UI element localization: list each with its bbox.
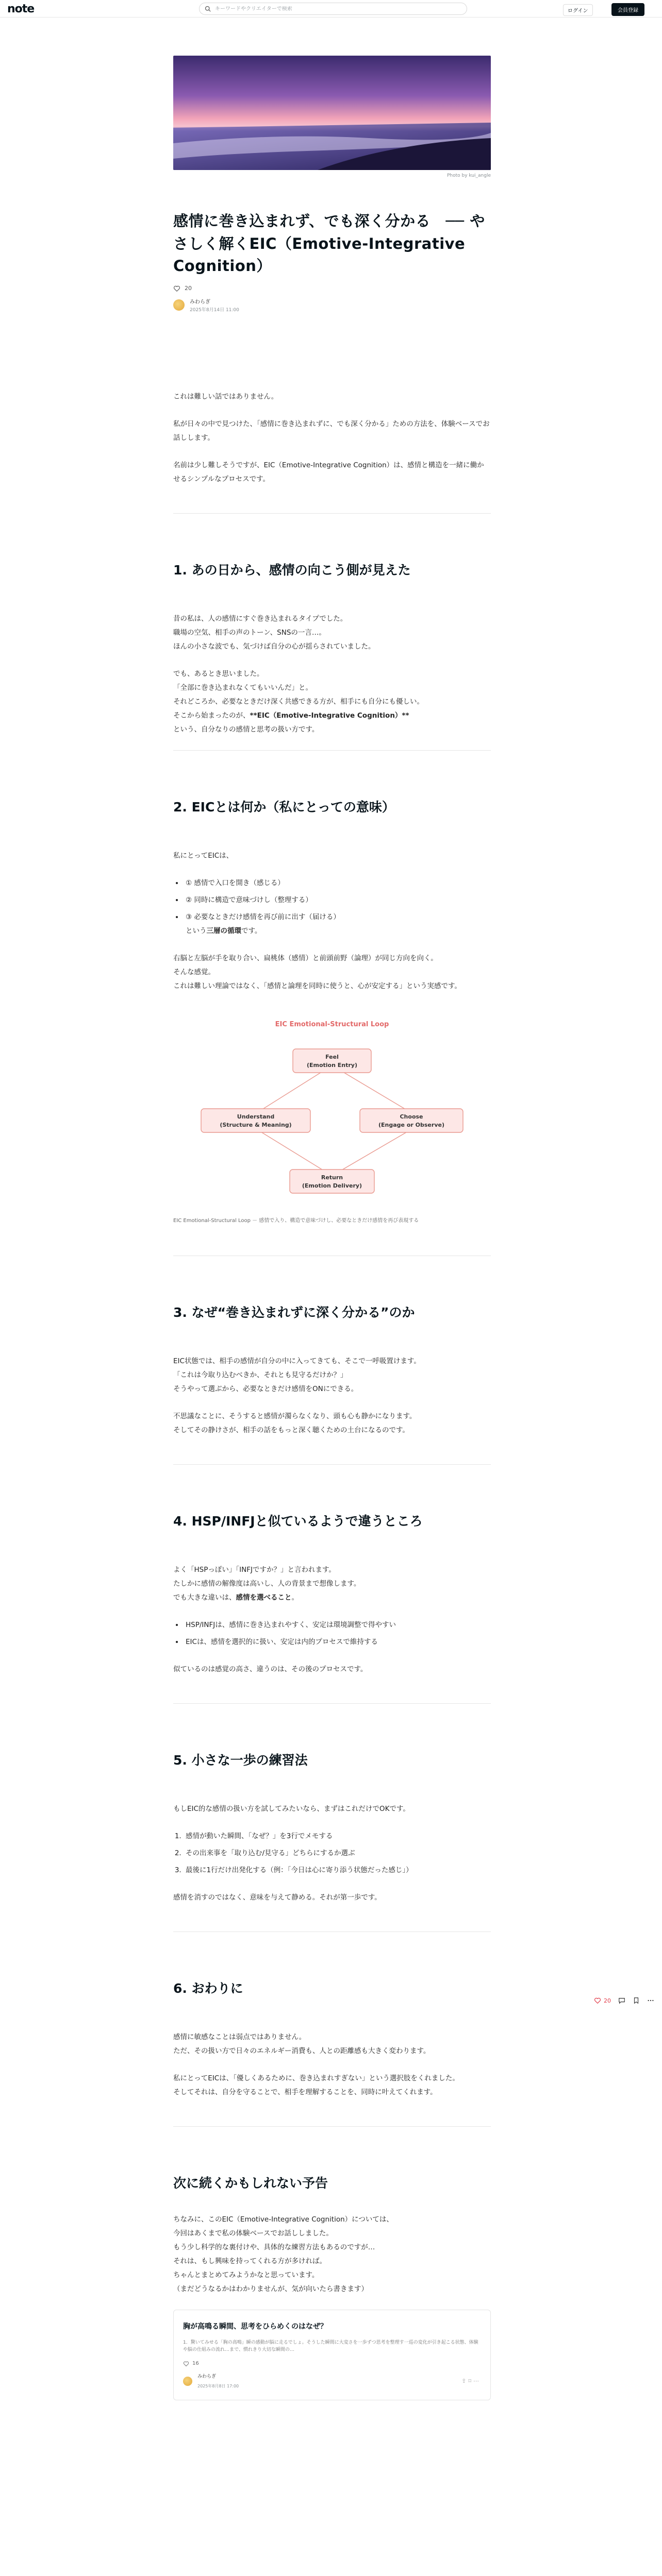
node-understand-label: Understand: [237, 1113, 275, 1120]
text: でも、あるとき思いました。 「全部に巻き込まれなくてもいいんだ」と。 それどころか、必要なときだけ深く共感できる方が、相手にも自分にも優しい。 そこから始まったのが、: [173, 669, 424, 720]
text: よく「HSPっぽい」「INFJですか？」と言われます。 たしかに感情の解像度は高いし、人の背景まで想像します。 でも大きな違いは、: [173, 1565, 361, 1602]
search-input[interactable]: [215, 6, 452, 12]
note-logo[interactable]: note: [7, 3, 35, 15]
heart-icon: [594, 1997, 601, 2004]
divider: [173, 2126, 491, 2127]
related-article-card[interactable]: [173, 2310, 491, 2401]
paragraph: 不思議なことに、そうすると感情が濁らなくなり、頭も心も静かになります。 そしてその静けさが、相手の話をもっと深く聴くための土台になるのです。: [173, 1412, 417, 1434]
section-heading: 5. 小さな一歩の練習法: [173, 1752, 308, 1768]
node-choose: [360, 1109, 463, 1132]
card-excerpt: 1．驚いてみせる「胸の高鳴」瞬の感動が脳に走るでしょ。そうした瞬間に大変さを一歩ずつ思考を整理す一巡の変化が引き起こる状態、体験や脳の仕組みの流れ…まで、慣れきり大切な瞬間の…: [183, 2340, 478, 2352]
section-heading: 3. なぜ“巻き込まれずに深く分かる”のか: [173, 1304, 415, 1320]
article: [173, 56, 491, 2400]
likes-count: 20: [185, 285, 192, 292]
list-item: • ① 感情で入口を開き（感じる）: [184, 876, 491, 890]
text: という: [186, 926, 207, 935]
bookmark-icon[interactable]: ⌑: [468, 2378, 473, 2385]
eic-loop-diagram: [173, 1012, 491, 1208]
article-title: 感情に巻き込まれず、でも深く分かる ── やさしく解くEIC（Emotive-Integrative Cognition）: [173, 212, 485, 275]
avatar[interactable]: [173, 299, 185, 311]
list-item: 2. その出来事を「取り込む/見守る」どちらにするか選ぶ: [184, 1846, 491, 1860]
signup-button[interactable]: 会員登録: [611, 3, 644, 16]
hero-image: [173, 56, 491, 170]
node-choose-label: Choose: [400, 1113, 423, 1120]
paragraph: 似ているのは感覚の高さ、違うのは、その後のプロセスです。: [173, 1665, 368, 1673]
divider: [173, 513, 491, 514]
paragraph: 感情に敏感なことは弱点ではありません。 ただ、その扱い方で日々のエネルギー消費も、人との距離感も大きく変わります。: [173, 2032, 431, 2055]
paragraph: 感情を消すのではなく、意味を与えて静める。それが第一歩です。: [173, 1893, 382, 1902]
paragraph: ちなみに、このEIC（Emotive-Integrative Cognition）については、 今回はあくまで私の体験ベースでお話ししました。 もう少し科学的な裏付けや、具体的な練習方法もあるのですが… それは、もし興味を持ってくれる方が多ければ。 ちゃんとまとめてみようかなと思っています。 （まだどうなるかはわかりませんが、気が向いたら書きます）: [173, 2215, 393, 2293]
node-return-label: Return: [321, 1174, 343, 1181]
search-icon: [205, 6, 211, 12]
figure-caption: EIC Emotional-Structural Loop － 感情で入り、構造で意味づけし、必要なときだけ感情を再び表現する: [173, 1217, 419, 1224]
paragraph: 昔の私は、人の感情にすぐ巻き込まれるタイプでした。 職場の空気、相手の声のトーン、SNSの一言…。 ほんの小さな波でも、気づけば自分の心が揺らされていました。: [173, 614, 375, 651]
text: です。: [241, 926, 262, 935]
publish-date: 2025年8月14日 11:00: [190, 307, 239, 313]
more-icon[interactable]: [647, 1997, 654, 2004]
card-likes: [183, 2359, 481, 2369]
node-feel: [293, 1049, 371, 1073]
section-heading: 2. EICとは何か（私にとっての意味）: [173, 799, 395, 815]
bullet-list: [184, 1618, 491, 1649]
paragraph: [173, 1563, 491, 1605]
node-feel-label: Feel: [325, 1053, 339, 1060]
section-heading: 次に続くかもしれない予告: [173, 2175, 328, 2191]
like-count: 20: [604, 1997, 611, 2004]
paragraph: 私にとってEICは、: [173, 851, 234, 860]
site-header: [0, 0, 662, 18]
emphasis: **EIC（Emotive-Integrative Cognition）**: [250, 711, 409, 720]
avatar[interactable]: [183, 2377, 192, 2386]
list-item: • EICは、感情を選択的に扱い、安定は内的プロセスで維持する: [184, 1635, 491, 1649]
diagram-title: EIC Emotional-Structural Loop: [275, 1020, 389, 1028]
divider: [173, 1931, 491, 1932]
diagram-figure: [173, 1012, 491, 1213]
text: ③ 必要なときだけ感情を再び前に出す（届ける）: [186, 912, 340, 921]
numbered-list: [184, 1829, 491, 1877]
bullet-list: [184, 876, 491, 938]
article-body: [173, 390, 491, 2401]
comment-icon[interactable]: [618, 1997, 625, 2004]
share-icon[interactable]: ⇪: [461, 2378, 469, 2385]
card-date: 2025年8月8日 17:00: [197, 2384, 239, 2389]
list-item: 1. 感情が動いた瞬間、「なぜ？」を3行でメモする: [184, 1829, 491, 1843]
paragraph: EIC状態では、相手の感情が自分の中に入ってきても、そこで一呼吸置けます。 「これは今取り込むべきか、それとも見守るだけか？」 そうやって選ぶから、必要なときだけ感情をONにできる。: [173, 1357, 421, 1393]
section-heading: 4. HSP/INFJと似ているようで違うところ: [173, 1513, 423, 1529]
paragraph: 私が日々の中で見つけた、「感情に巻き込まれずに、でも深く分かる」ための方法を、体験ベースでお話しします。: [173, 419, 490, 442]
likes-row[interactable]: [173, 285, 491, 292]
floating-actions: [594, 1997, 654, 2004]
node-understand: [201, 1109, 310, 1132]
author-name[interactable]: みわらぎ: [190, 299, 210, 305]
emphasis: 感情を選べること: [236, 1593, 292, 1602]
card-title[interactable]: 胸が高鳴る瞬間、思考をひらめくのはなぜ？: [183, 2322, 327, 2331]
heart-icon[interactable]: [173, 285, 180, 292]
like-button[interactable]: [594, 1997, 611, 2004]
paragraph: これは難しい話ではありません。: [173, 392, 278, 401]
node-choose-sub: (Engage or Observe): [378, 1121, 444, 1128]
text: 。: [291, 1593, 299, 1602]
search-box[interactable]: [199, 3, 467, 15]
list-item: • HSP/INFJは、感情に巻き込まれやすく、安定は環境調整で得やすい: [184, 1618, 491, 1632]
card-actions: [461, 2376, 481, 2387]
photo-credit: Photo by kui_angle: [446, 173, 491, 178]
heart-icon: [183, 2361, 189, 2367]
card-footer: [183, 2372, 481, 2391]
divider: [173, 1464, 491, 1465]
author-row[interactable]: [173, 297, 491, 313]
divider: [173, 750, 491, 751]
text: という、自分なりの感情と思考の扱い方です。: [173, 725, 319, 734]
section-heading: 6. おわりに: [173, 1980, 243, 1996]
card-author[interactable]: みわらぎ: [197, 2374, 217, 2380]
login-button[interactable]: ログイン: [563, 4, 593, 16]
paragraph: 私にとってEICは、「優しくあるために、巻き込まれすぎない」という選択肢をくれました。 そしてそれは、自分を守ることで、相手を理解することを、同時に叶えてくれます。: [173, 2074, 459, 2096]
paragraph: もしEIC的な感情の扱い方を試してみたいなら、まずはこれだけでOKです。: [173, 1804, 410, 1813]
node-return-sub: (Emotion Delivery): [302, 1182, 362, 1189]
list-item: [184, 910, 491, 938]
list-item: • ② 同時に構造で意味づけし（整理する）: [184, 893, 491, 907]
emphasis: 三層の循環: [206, 926, 241, 935]
list-item: 3. 最後に1行だけ出発化する（例：「今日は心に寄り添う状態だった感じ」）: [184, 1863, 491, 1877]
node-understand-sub: (Structure & Meaning): [220, 1121, 292, 1128]
paragraph: 右脳と左脳が手を取り合い、扁桃体（感情）と前頭前野（論理）が同じ方向を向く。 そんな感覚。 これは難しい理論ではなく、「感情と論理を同時に使うと、心が安定する」という実感です。: [173, 954, 461, 990]
divider: [173, 1703, 491, 1704]
node-return: [290, 1170, 374, 1193]
bookmark-icon[interactable]: [633, 1997, 640, 2004]
section-heading: 1. あの日から、感情の向こう側が見えた: [173, 562, 411, 578]
paragraph: 名前は少し難しそうですが、EIC（Emotive-Integrative Cognition）は、感情と構造を一緒に働かせるシンプルなプロセスです。: [173, 461, 484, 483]
node-feel-sub: (Emotion Entry): [306, 1061, 358, 1069]
more-icon[interactable]: ⋯: [473, 2378, 481, 2385]
paragraph: [173, 667, 491, 737]
card-likes-count: 16: [192, 2361, 199, 2367]
